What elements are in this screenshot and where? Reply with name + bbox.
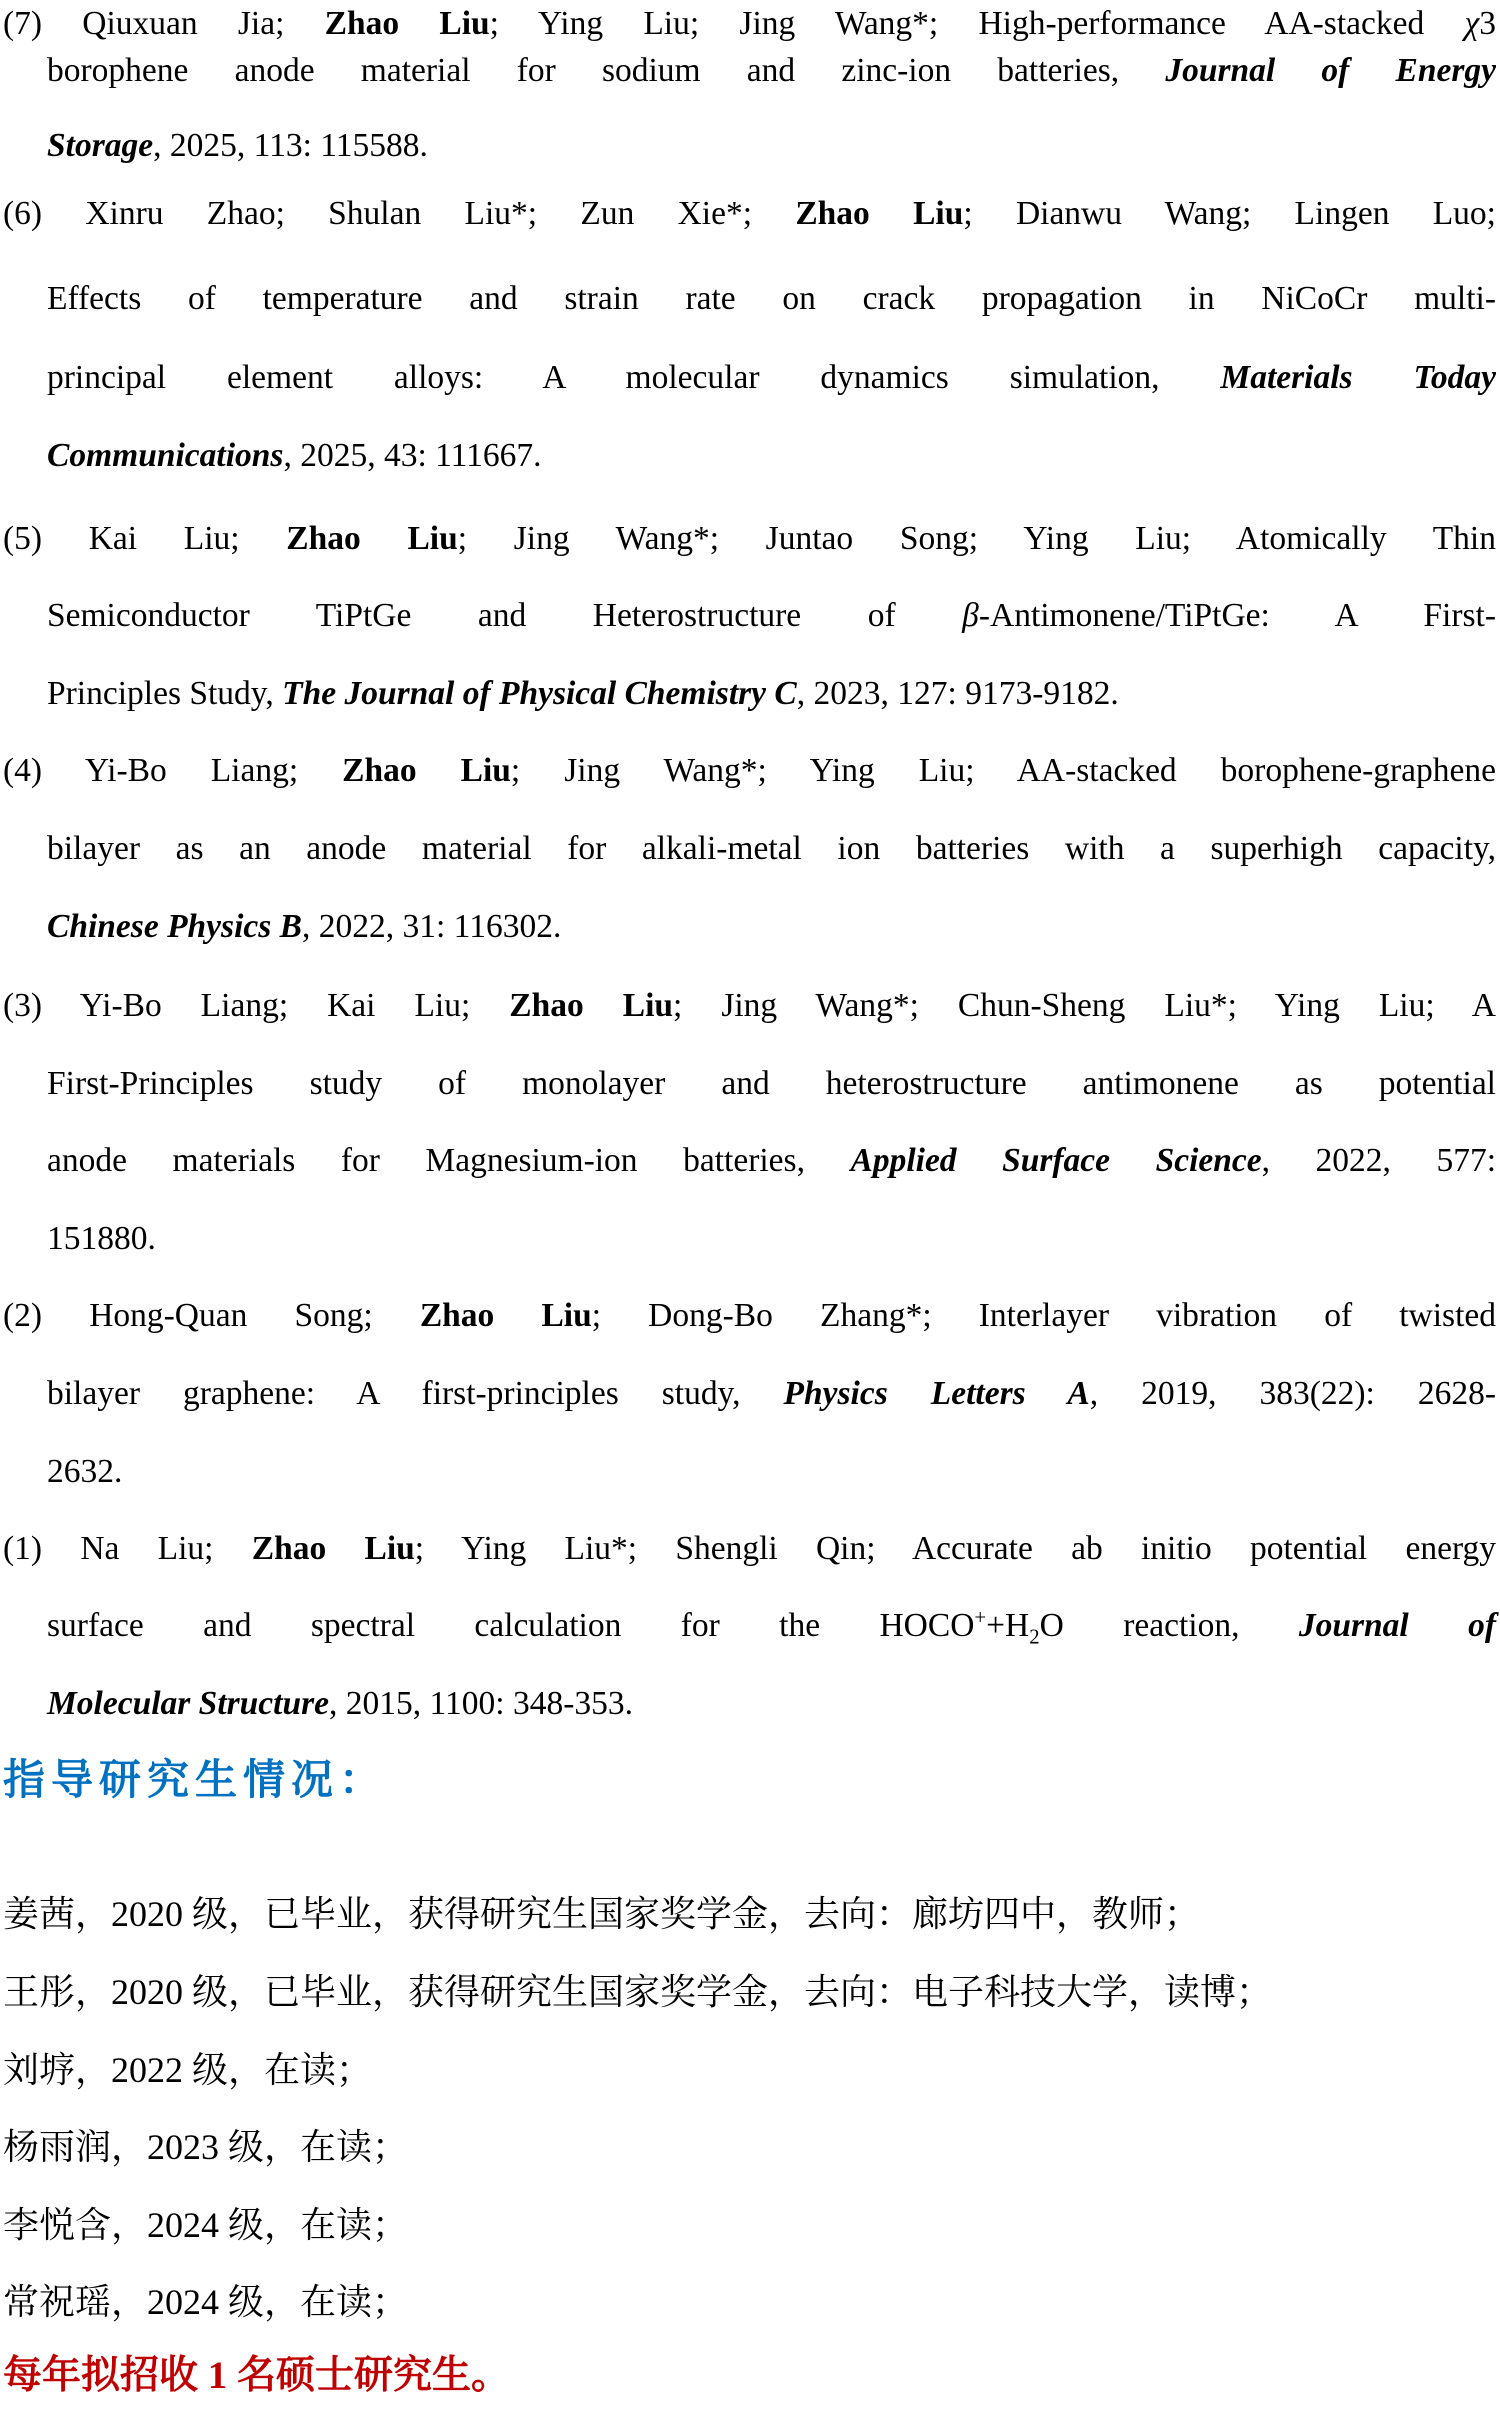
recruit-note: 每年拟招收 1 名硕士研究生。 xyxy=(3,2354,511,2397)
publication-1-line-3: Molecular Structure, 2015, 1100: 348-353. xyxy=(47,1685,633,1722)
students-section-heading: 指导研究生情况： xyxy=(3,1758,388,1804)
publication-6-line-1: (6) Xinru Zhao; Shulan Liu*; Zun Xie*; Zhao Liu; Dianwu Wang; Lingen Luo; xyxy=(3,195,1496,232)
student-row-3: 刘垿，2022 级，在读； xyxy=(3,2050,373,2090)
publication-5-line-1: (5) Kai Liu; Zhao Liu; Jing Wang*; Juntao Song; Ying Liu; Atomically Thin xyxy=(3,520,1496,557)
publication-2-line-3: 2632. xyxy=(47,1453,123,1490)
publication-6-line-4: Communications, 2025, 43: 111667. xyxy=(47,437,542,474)
publication-7-line-2: borophene anode material for sodium and zinc-ion batteries, Journal of Energy xyxy=(47,52,1497,89)
publication-3-line-3: anode materials for Magnesium-ion batteries, Applied Surface Science, 2022, 577: xyxy=(47,1142,1496,1179)
publication-3-line-2: First-Principles study of monolayer and heterostructure antimonene as potential xyxy=(47,1065,1496,1102)
publication-2-line-1: (2) Hong-Quan Song; Zhao Liu; Dong-Bo Zhang*; Interlayer vibration of twisted xyxy=(3,1297,1497,1334)
publication-6-line-3: principal element alloys: A molecular dynamics simulation, Materials Today xyxy=(47,359,1496,396)
publication-4-line-2: bilayer as an anode material for alkali-metal ion batteries with a superhigh capacity, xyxy=(47,830,1496,867)
student-row-4: 杨雨润，2023 级，在读； xyxy=(3,2127,409,2167)
publication-6-line-2: Effects of temperature and strain rate on crack propagation in NiCoCr multi- xyxy=(47,280,1496,317)
publication-1-line-1: (1) Na Liu; Zhao Liu; Ying Liu*; Shengli Qin; Accurate ab initio potential energy xyxy=(3,1530,1497,1567)
publication-5-line-2: Semiconductor TiPtGe and Heterostructure of β-Antimonene/TiPtGe: A First- xyxy=(47,597,1496,634)
publication-1-line-2: surface and spectral calculation for the $HOCO^++H_2O$ reaction, Journal of xyxy=(47,1605,1496,1649)
publication-7-line-3: Storage, 2025, 113: 115588. xyxy=(47,127,428,164)
student-row-1: 姜茜，2020 级，已毕业，获得研究生国家奖学金，去向：廊坊四中，教师； xyxy=(3,1894,1201,1934)
publication-4-line-3: Chinese Physics B, 2022, 31: 116302. xyxy=(47,908,562,945)
student-row-2: 王彤，2020 级，已毕业，获得研究生国家奖学金，去向：电子科技大学，读博； xyxy=(3,1972,1273,2012)
publication-7-line-1: (7) Qiuxuan Jia; Zhao Liu; Ying Liu; Jing Wang*; High-performance AA-stacked χ3 xyxy=(3,5,1496,42)
publication-3-line-1: (3) Yi-Bo Liang; Kai Liu; Zhao Liu; Jing Wang*; Chun-Sheng Liu*; Ying Liu; A xyxy=(3,987,1496,1024)
student-row-5: 李悦含，2024 级，在读； xyxy=(3,2205,409,2245)
publication-2-line-2: bilayer graphene: A first-principles study, Physics Letters A, 2019, 383(22): 2628- xyxy=(47,1375,1496,1412)
publication-3-line-4: 151880. xyxy=(47,1220,156,1257)
publication-4-line-1: (4) Yi-Bo Liang; Zhao Liu; Jing Wang*; Ying Liu; AA-stacked borophene-graphene xyxy=(3,752,1496,789)
student-row-6: 常祝瑶，2024 级，在读； xyxy=(3,2282,409,2322)
publication-5-line-3: Principles Study, The Journal of Physical Chemistry C, 2023, 127: 9173-9182. xyxy=(47,675,1119,712)
